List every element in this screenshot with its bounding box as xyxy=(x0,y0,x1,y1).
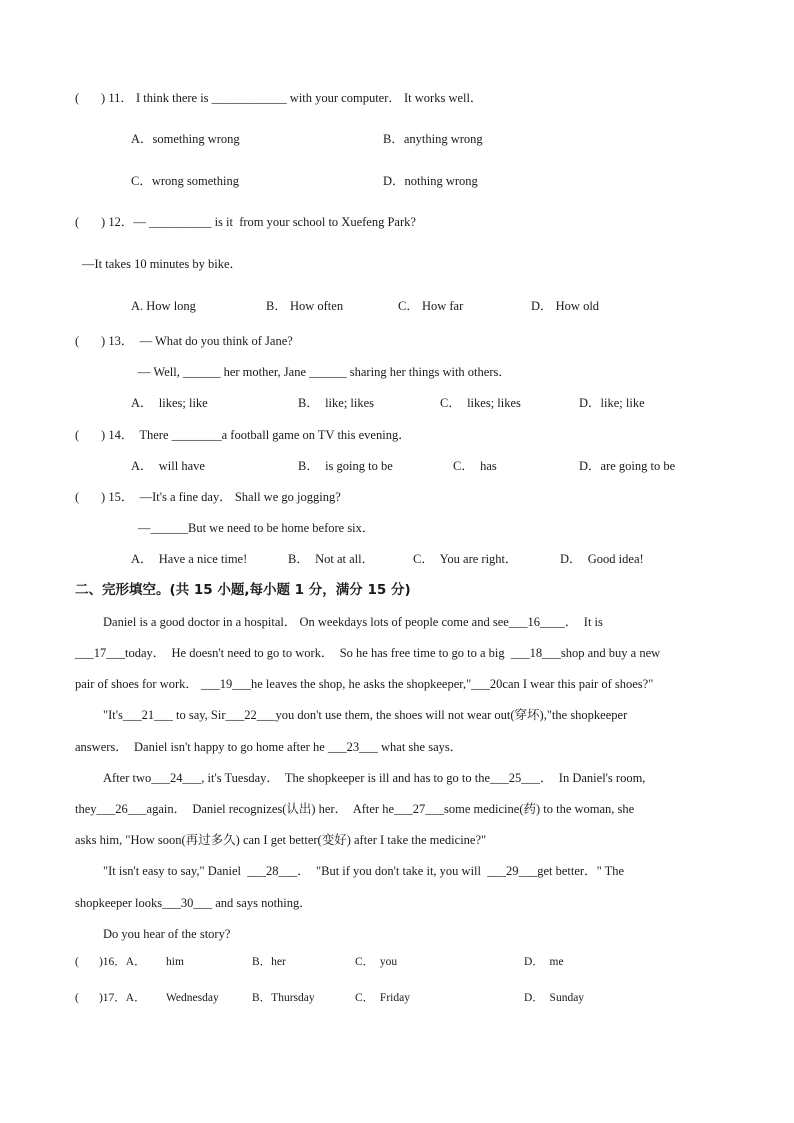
passage-line-5: answers． Daniel isn't happy to go home after he ___23___ what she says． xyxy=(75,740,463,754)
passage-line-11: Do you hear of the story? xyxy=(103,927,231,941)
question-13-stem: ( ) 13． — What do you think of Jane? xyxy=(75,334,293,348)
question-15-option-c: C． You are right． xyxy=(413,552,518,566)
question-12-option-c: C． How far xyxy=(398,299,464,313)
question-14-option-b: B． is going to be xyxy=(298,459,393,473)
passage-line-1: Daniel is a good doctor in a hospital． On weekdays lots of people come and see___16____． It is xyxy=(103,615,603,629)
cloze-17-option-b: B．Thursday xyxy=(252,992,315,1004)
question-15-reply: —______But we need to be home before six． xyxy=(138,521,375,535)
passage-line-6: After two___24___, it's Tuesday． The shopkeeper is ill and has to go to the___25___． In Daniel's room, xyxy=(103,771,646,785)
cloze-16-option-a: him xyxy=(166,956,184,968)
question-15-stem: ( ) 15． —It's a fine day． Shall we go jogging? xyxy=(75,490,341,504)
question-13-option-b: B． like; likes xyxy=(298,396,375,410)
cloze-17-option-d: D． Sunday xyxy=(524,992,585,1004)
cloze-17-option-c: C． Friday xyxy=(355,992,410,1004)
question-12-stem: ( ) 12．— __________ is it from your school to Xuefeng Park? xyxy=(75,215,416,229)
cloze-16-stem: ( )16．A． xyxy=(75,956,146,968)
cloze-17-stem: ( )17．A． xyxy=(75,992,146,1004)
question-15-option-b: B． Not at all． xyxy=(288,552,375,566)
passage-line-10: shopkeeper looks___30___ and says nothing． xyxy=(75,896,312,910)
question-12-option-a: A. How long xyxy=(131,299,196,313)
passage-line-3: pair of shoes for work． ___19___he leaves the shop, he asks the shopkeeper,"___20can I wear this pair of shoes?" xyxy=(75,677,654,691)
passage-line-7: they___26___again． Daniel recognizes(认出) her． After he___27___some medicine(药) to the woman, she xyxy=(75,802,635,816)
passage-line-2: ___17___today． He doesn't need to go to work． So he has free time to go to a big ___18___shop and buy a new xyxy=(75,646,661,660)
question-11-option-d: D．nothing wrong xyxy=(383,174,478,188)
section-2-heading: 二、完形填空。(共 15 小题,每小题 1 分，满分 15 分) xyxy=(75,582,411,598)
question-12-option-d: D． How old xyxy=(531,299,600,313)
question-11-option-c: C．wrong something xyxy=(131,174,239,188)
question-11-option-b: B．anything wrong xyxy=(383,132,483,146)
question-12-reply: —It takes 10 minutes by bike． xyxy=(82,257,243,271)
question-14-option-c: C． has xyxy=(453,459,497,473)
question-14-option-a: A． will have xyxy=(131,459,205,473)
question-11-stem: ( ) 11． I think there is ____________ with your computer． It works well． xyxy=(75,91,483,105)
question-13-reply: — Well, ______ her mother, Jane ______ sharing her things with others． xyxy=(138,365,511,379)
passage-line-4: "It's___21___ to say, Sir___22___you don't use them, the shoes will not wear out(穿坏),"the shopkeeper xyxy=(103,708,628,722)
question-13-option-d: D．like; like xyxy=(579,396,645,410)
passage-line-9: "It isn't easy to say," Daniel ___28___． "But if you don't take it, you will ___29___get better．" The xyxy=(103,864,625,878)
cloze-16-option-c: C． you xyxy=(355,956,398,968)
cloze-17-option-a: Wednesday xyxy=(166,992,219,1004)
passage-line-8: asks him, "How soon(再过多久) can I get better(变好) after I take the medicine?" xyxy=(75,833,487,847)
question-14-stem: ( ) 14． There ________a football game on TV this evening． xyxy=(75,428,411,442)
question-15-option-d: D． Good idea! xyxy=(560,552,644,566)
cloze-16-option-d: D． me xyxy=(524,956,564,968)
cloze-16-option-b: B．her xyxy=(252,956,286,968)
question-11-option-a: A．something wrong xyxy=(131,132,240,146)
question-14-option-d: D．are going to be xyxy=(579,459,676,473)
question-15-option-a: A． Have a nice time! xyxy=(131,552,248,566)
question-13-option-c: C． likes; likes xyxy=(440,396,521,410)
question-12-option-b: B． How often xyxy=(266,299,344,313)
question-13-option-a: A． likes; like xyxy=(131,396,208,410)
